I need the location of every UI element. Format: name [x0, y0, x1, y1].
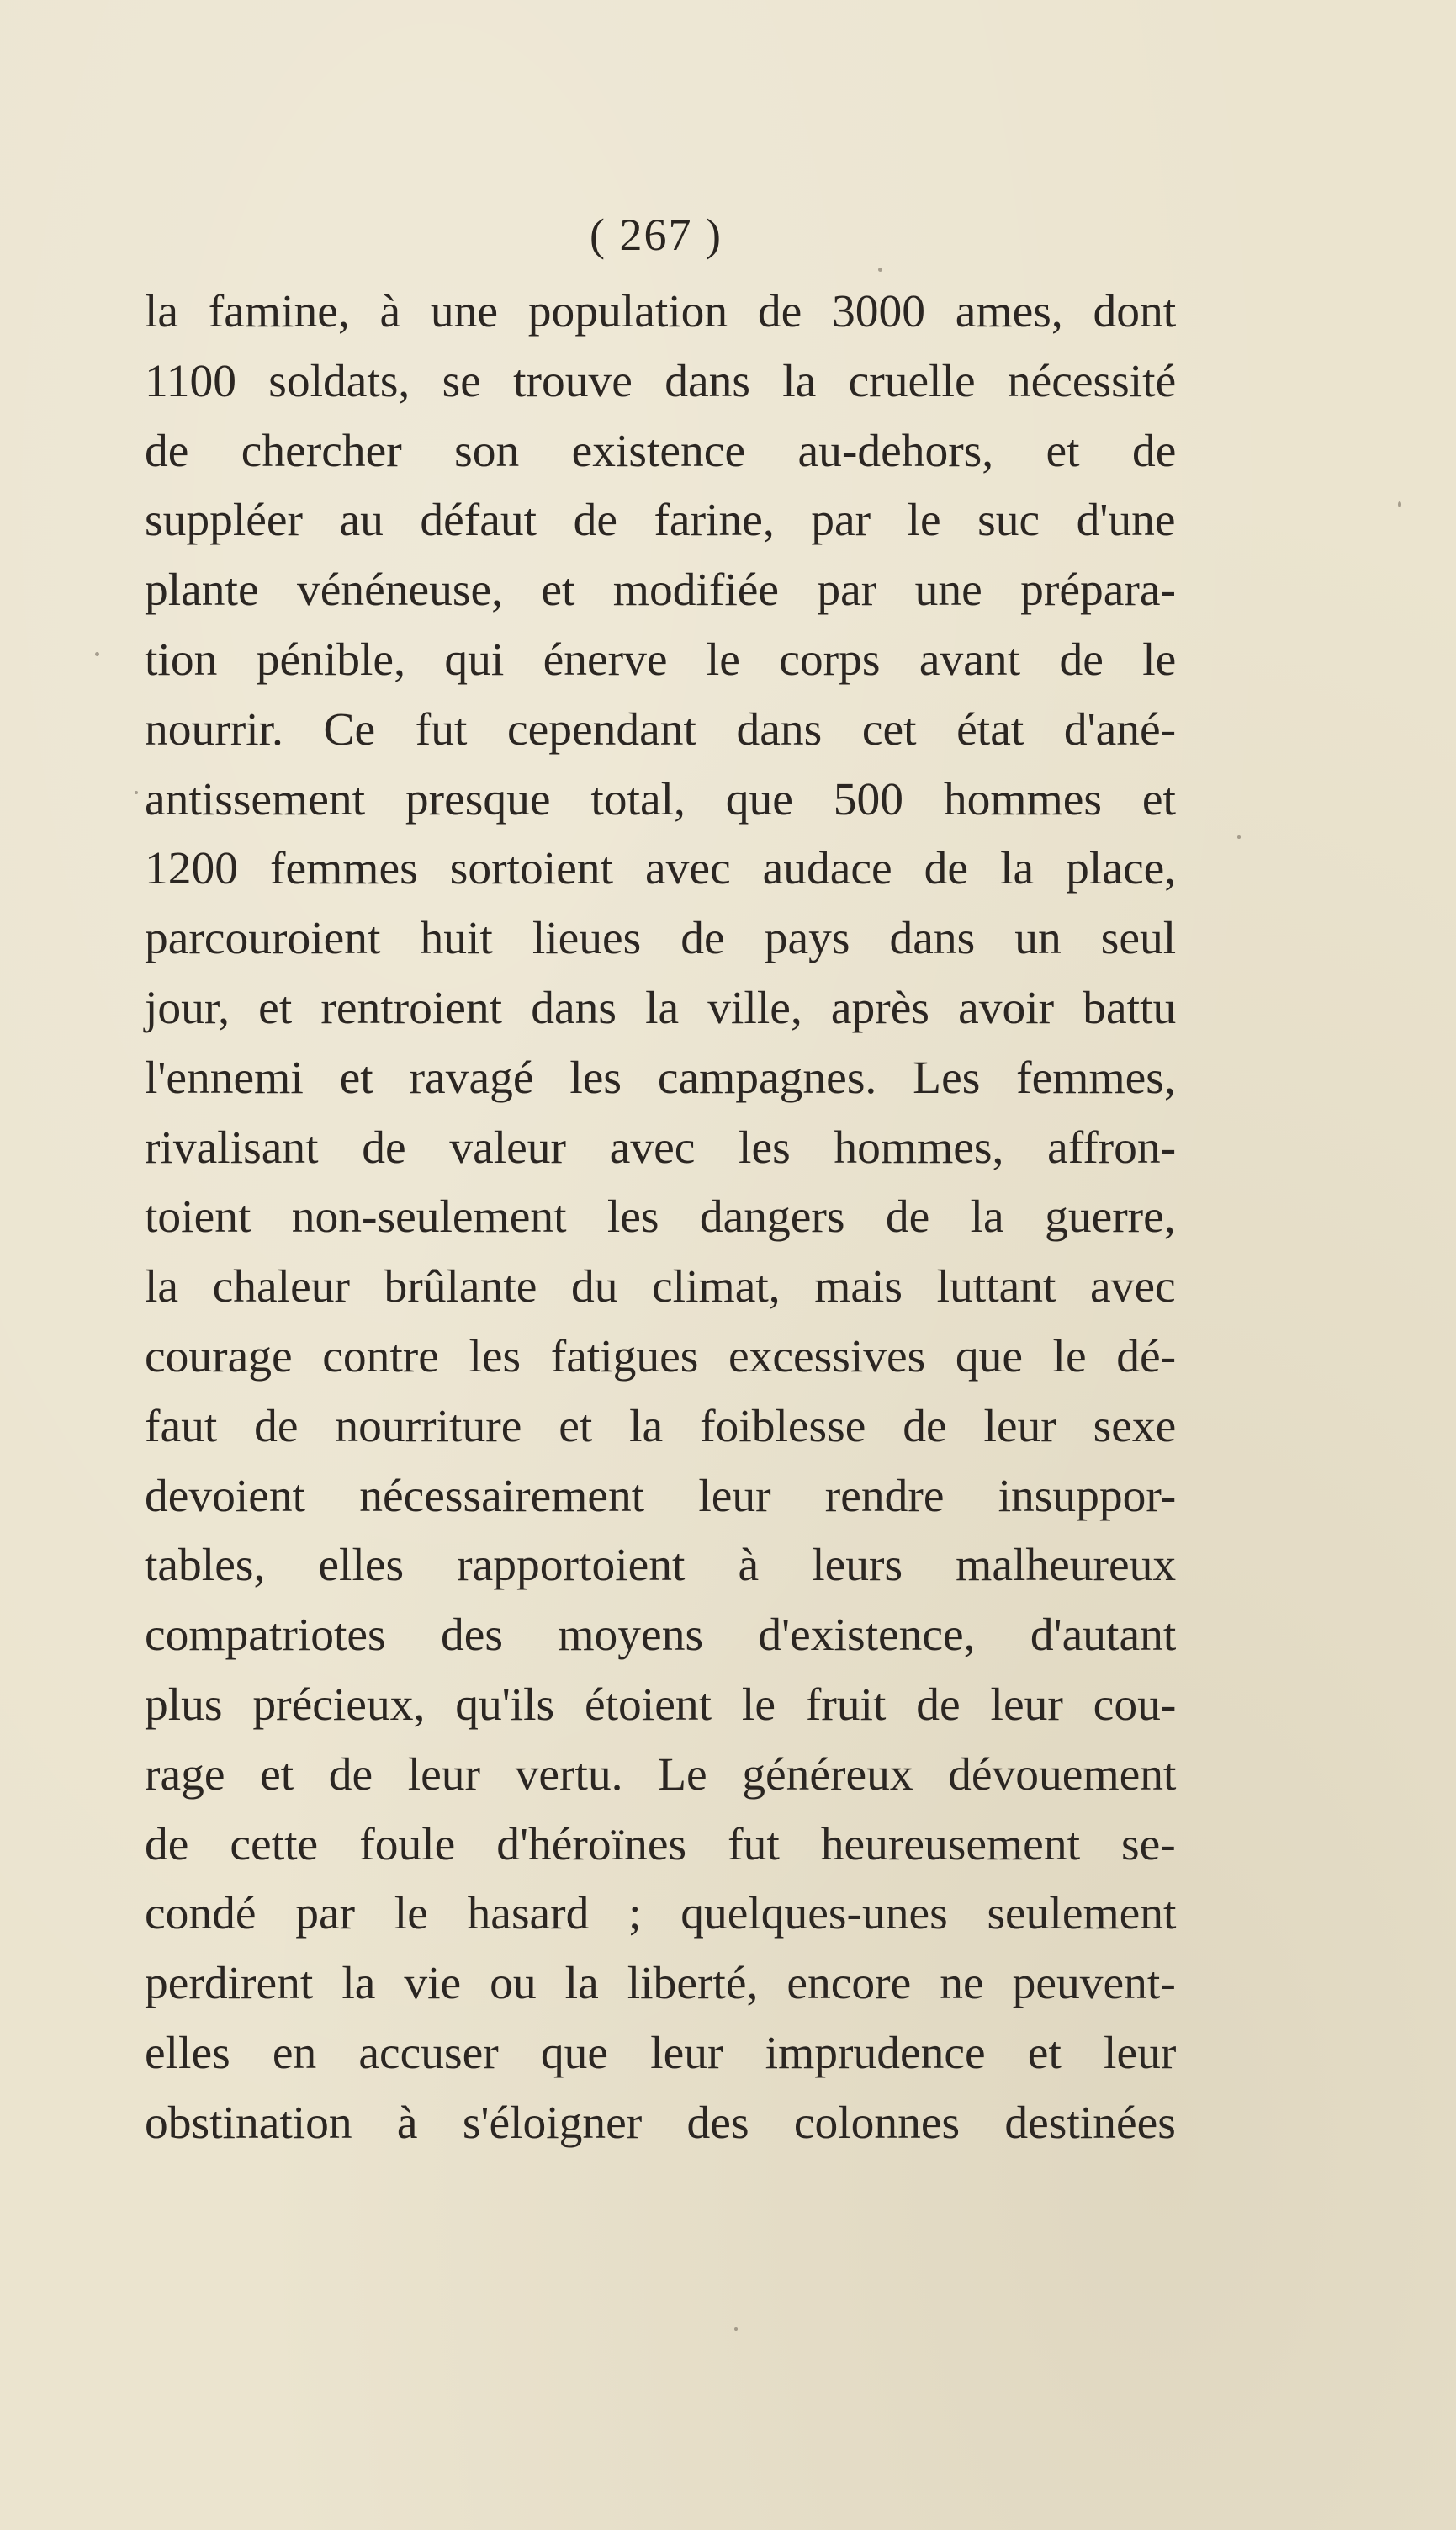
text-line: de chercher son existence au-dehors, et de [145, 425, 1177, 477]
text-line: 1200 femmes sortoient avec audace de la place, [145, 843, 1177, 895]
text-line: la famine, à une population de 3000 ames, dont [145, 286, 1177, 337]
text-line: condé par le hasard ; quelques-unes seulement [145, 1888, 1177, 1940]
text-line: compatriotes des moyens d'existence, d'autant [145, 1610, 1177, 1662]
text-line: rage et de leur vertu. Le généreux dévouement [145, 1748, 1177, 1801]
text-line: perdirent la vie ou la liberté, encore ne peuvent- [145, 1958, 1176, 2010]
text-line: jour, et rentroient dans la ville, après avoir battu [145, 982, 1177, 1034]
body-text [145, 278, 1176, 2159]
text-line: tion pénible, qui énerve le corps avant de le [145, 634, 1177, 686]
text-line: nourrir. Ce fut cependant dans cet état d'ané- [145, 703, 1177, 756]
text-line: parcouroient huit lieues de pays dans un seul [145, 913, 1177, 965]
text-line: l'ennemi et ravagé les campagnes. Les femmes, [145, 1052, 1176, 1104]
paper-speck [135, 791, 138, 794]
text-line: obstination à s'éloigner des colonnes destinées [145, 2097, 1176, 2149]
text-line: la chaleur brûlante du climat, mais luttant avec [145, 1261, 1176, 1313]
text-line: elles en accuser que leur imprudence et leur [145, 2027, 1177, 2079]
text-line: suppléer au défaut de farine, par le suc d'une [145, 495, 1176, 547]
paper-speck [95, 652, 99, 656]
paper-speck [1398, 501, 1401, 507]
text-line: plus précieux, qu'ils étoient le fruit de leur cou- [145, 1679, 1177, 1731]
text-line: faut de nourriture et la foiblesse de leur sexe [145, 1400, 1177, 1452]
paper-speck [878, 268, 882, 272]
page-number: ( 267 ) [590, 210, 723, 260]
text-line: courage contre les fatigues excessives que le dé- [145, 1330, 1177, 1382]
paper-speck [734, 2327, 738, 2331]
text-line: toient non-seulement les dangers de la guerre, [145, 1191, 1176, 1244]
text-line: tables, elles rapportoient à leurs malheureux [145, 1540, 1177, 1592]
text-line: de cette foule d'héroïnes fut heureusement se- [145, 1818, 1176, 1870]
paper-speck [1237, 835, 1241, 839]
text-line: 1100 soldats, se trouve dans la cruelle nécessité [145, 355, 1177, 407]
text-line: devoient nécessairement leur rendre insuppor- [145, 1470, 1177, 1522]
text-line: antissement presque total, que 500 hommes et [145, 773, 1176, 825]
text-line: plante vénéneuse, et modifiée par une prépara- [145, 565, 1177, 617]
text-line: rivalisant de valeur avec les hommes, affron- [145, 1122, 1177, 1174]
